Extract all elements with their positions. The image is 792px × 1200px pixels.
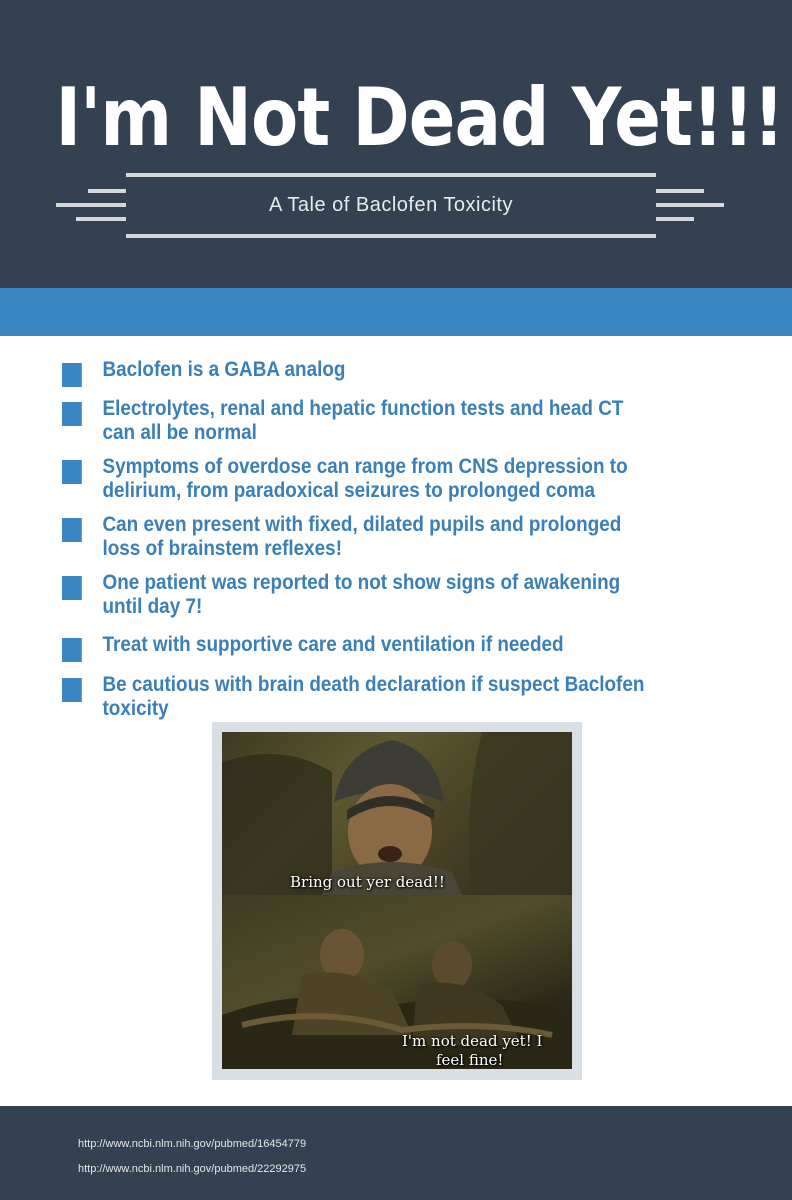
bullet-text: Can even present with fixed, dilated pupils and prolonged loss of brainstem reflexes! — [102, 513, 622, 560]
left-speed-line — [56, 203, 126, 207]
list-item — [62, 673, 656, 721]
bullet-text: One patient was reported to not show signs of awakening until day 7! — [102, 571, 621, 618]
square-bullet-icon — [62, 678, 82, 702]
accent-band — [0, 288, 792, 336]
square-bullet-icon — [62, 638, 82, 662]
square-bullet-icon — [62, 460, 82, 484]
divider-line — [126, 234, 656, 238]
meme-caption-bottom-line2: feel fine! — [436, 1051, 504, 1069]
soldier-illustration — [222, 732, 572, 895]
bullet-text: Baclofen is a GABA analog — [102, 358, 346, 381]
list-item — [62, 455, 656, 503]
subtitle: A Tale of Baclofen Toxicity — [268, 194, 513, 216]
reference-link[interactable]: http://www.ncbi.nlm.nih.gov/pubmed/16454779 — [78, 1138, 307, 1150]
meme-scene-bottom — [222, 895, 572, 1069]
footer — [0, 1106, 792, 1200]
left-speed-line — [88, 189, 126, 193]
right-speed-line — [656, 217, 694, 221]
list-item — [62, 358, 656, 382]
bullet-text: Be cautious with brain death declaration if suspect Baclofen toxicity — [102, 673, 645, 720]
left-speed-line — [76, 217, 126, 221]
header-banner — [0, 0, 792, 288]
meme-scene-top — [222, 732, 572, 895]
meme-caption-top: Bring out yer dead!! — [290, 873, 445, 891]
square-bullet-icon — [62, 518, 82, 542]
bullet-text: Symptoms of overdose can range from CNS depression to delirium, from paradoxical seizures to prolonged coma — [102, 455, 628, 502]
reference-link[interactable]: http://www.ncbi.nlm.nih.gov/pubmed/22292975 — [78, 1163, 307, 1175]
list-item — [62, 633, 656, 657]
meme-caption-bottom-line1: I'm not dead yet! I — [402, 1032, 543, 1050]
list-item — [62, 571, 656, 619]
list-item — [62, 397, 656, 445]
right-speed-line — [656, 203, 724, 207]
bullet-text: Treat with supportive care and ventilation if needed — [102, 633, 564, 656]
square-bullet-icon — [62, 363, 82, 387]
square-bullet-icon — [62, 402, 82, 426]
bullet-list — [62, 358, 722, 721]
meme-image-frame — [212, 722, 582, 1080]
page-title: I'm Not Dead Yet!!! — [55, 71, 784, 164]
square-bullet-icon — [62, 576, 82, 600]
divider-line — [126, 173, 656, 177]
bullet-text: Electrolytes, renal and hepatic function tests and head CT can all be normal — [102, 397, 624, 444]
list-item — [62, 513, 656, 561]
right-speed-line — [656, 189, 704, 193]
